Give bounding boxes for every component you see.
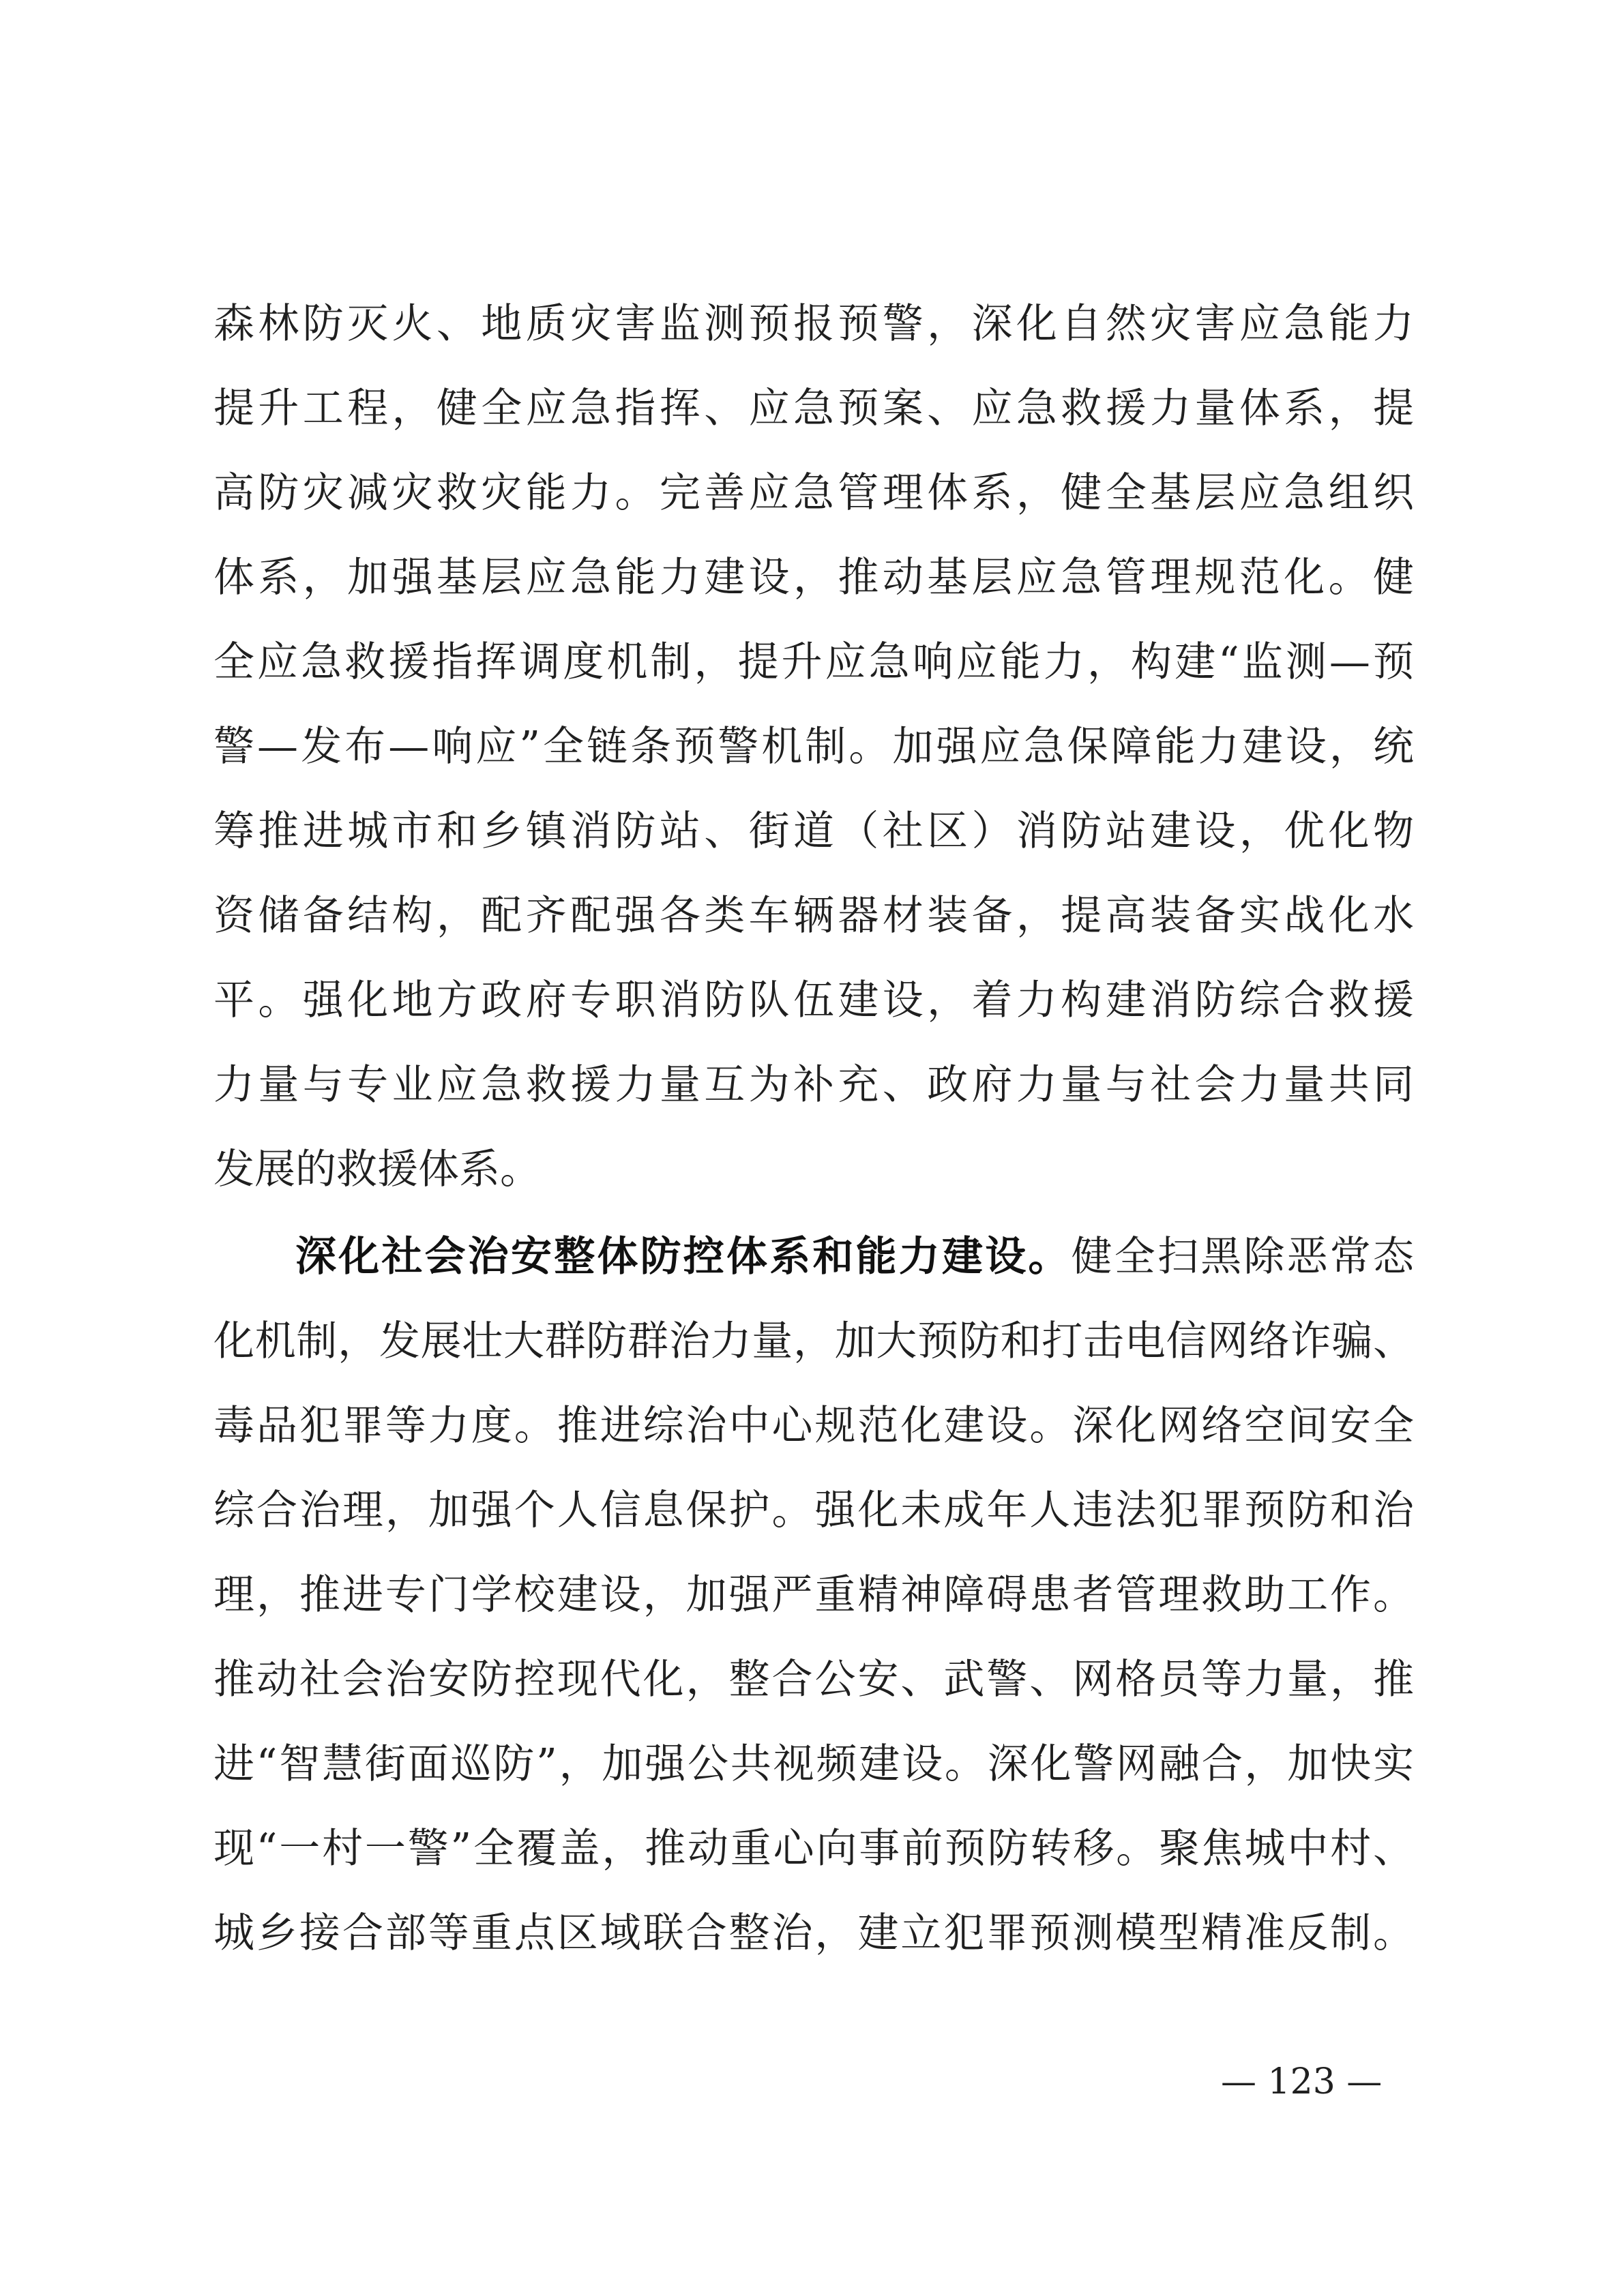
paragraph-1-line-8: 资储备结构，配齐配强各类车辆器材装备，提高装备实战化水 [213,892,1414,940]
paragraph-2-line-4: 综合治理，加强个人信息保护。强化未成年人违法犯罪预防和治 [213,1487,1414,1534]
paragraph-2-first-rest: 健全扫黑除恶常态 [1071,1233,1414,1281]
paragraph-2-line-2: 化机制，发展壮大群防群治力量，加大预防和打击电信网络诈骗、 [213,1317,1414,1365]
paragraph-2-line-7: 进“智慧街面巡防”，加强公共视频建设。深化警网融合，加快实 [213,1740,1414,1788]
paragraph-1-line-5: 全应急救援指挥调度机制，提升应急响应能力，构建“监测—预 [213,638,1414,686]
paragraph-2-line-3: 毒品犯罪等力度。推进综治中心规范化建设。深化网络空间安全 [213,1402,1414,1450]
paragraph-2-line-5: 理，推进专门学校建设，加强严重精神障碍患者管理救助工作。 [213,1571,1414,1619]
paragraph-2-line-9: 城乡接合部等重点区域联合整治，建立犯罪预测模型精准反制。 [213,1909,1414,1957]
paragraph-1-line-9: 平。强化地方政府专职消防队伍建设，着力构建消防综合救援 [213,976,1414,1024]
paragraph-1-line-7: 筹推进城市和乡镇消防站、街道（社区）消防站建设，优化物 [213,807,1414,855]
page-number: — 123 — [1221,2061,1383,2102]
paragraph-2-line-6: 推动社会治安防控现代化，整合公安、武警、网格员等力量，推 [213,1656,1414,1703]
paragraph-2-line-1 [295,1214,1414,1299]
paragraph-1-line-6: 警—发布—响应”全链条预警机制。加强应急保障能力建设，统 [213,723,1414,771]
paragraph-2-line-8: 现“一村一警”全覆盖，推动重心向事前预防转移。聚焦城中村、 [213,1825,1414,1873]
paragraph-2-heading: 深化社会治安整体防控体系和能力建设。 [295,1233,1072,1281]
paragraph-1-line-10: 力量与专业应急救援力量互为补充、政府力量与社会力量共同 [213,1061,1414,1109]
paragraph-1-line-1: 森林防灭火、地质灾害监测预报预警，深化自然灾害应急能力 [213,300,1414,348]
paragraph-1-line-2: 提升工程，健全应急指挥、应急预案、应急救援力量体系，提 [213,385,1414,432]
paragraph-1-line-4: 体系，加强基层应急能力建设，推动基层应急管理规范化。健 [213,554,1414,601]
paragraph-1-line-3: 高防灾减灾救灾能力。完善应急管理体系，健全基层应急组织 [213,469,1414,517]
paragraph-1-line-11: 发展的救援体系。 [213,1146,541,1193]
